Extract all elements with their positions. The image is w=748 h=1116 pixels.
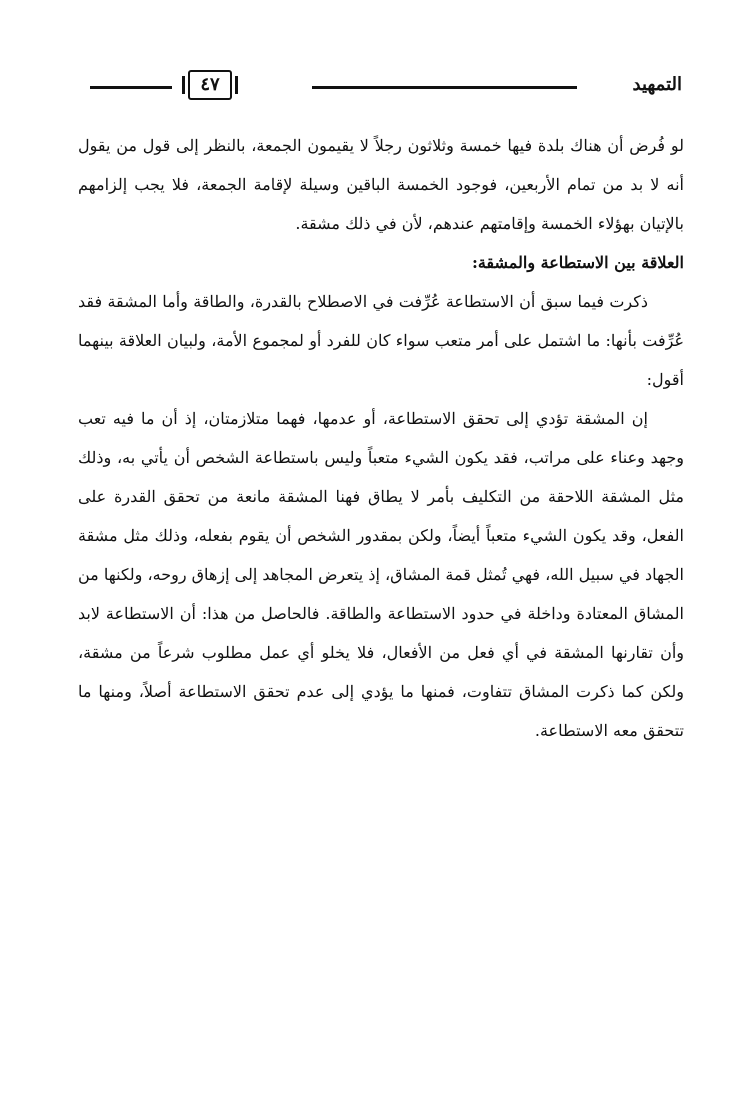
header-rule-left [90, 86, 172, 89]
paragraph-1: لو فُرض أن هناك بلدة فيها خمسة وثلاثون رجلاً لا يقيمون الجمعة، بالنظر إلى قول من يقول أنه لا بد من تمام الأربعين، فوجود الخمسة الباقين وسيلة لإقامة الجمعة، فلا يجب إلزامهم بالإتيان بهؤلاء الخمسة وإقامتهم عندهم، لأن في ذلك مشقة. [78, 136, 684, 233]
paragraph-2: ذكرت فيما سبق أن الاستطاعة عُرِّفت في الاصطلاح بالقدرة، والطاقة وأما المشقة فقد عُرِّفت بأنها: ما اشتمل على أمر متعب سواء كان للفرد أو لمجموع الأمة، ولبيان العلاقة بينهما أقول: [78, 292, 685, 389]
header-rule-right [312, 86, 577, 89]
paragraph-3: إن المشقة تؤدي إلى تحقق الاستطاعة، أو عدمها، فهما متلازمتان، إذ أن ما فيه تعب وجهد وعناء على مراتب، فقد يكون الشيء متعباً وليس باستطاعة الشخص أن يأتي به، وذلك مثل المشقة اللاحقة من التكليف بأمر لا يطاق فهنا المشقة مانعة من تحقق القدرة على الفعل، وقد يكون الشيء متعباً أيضاً، ولكن بمقدور الشخص أن يقوم بفعله، وذلك مثل مشقة الجهاد في سبيل الله، فهي تُمثل قمة المشاق، إذ يتعرض المجاهد إلى إزهاق روحه، ولكنها من المشاق المعتادة وداخلة في حدود الاستطاعة والطاقة. فالحاصل من هذا: أن الاستطاعة لابد وأن تقارنها المشقة في أي فعل من الأفعال، فلا يخلو أي عمل مطلوب شرعاً من مشقة، ولكن كما ذكرت المشاق تتفاوت، فمنها ما يؤدي إلى عدم تحقق الاستطاعة أصلاً، ومنها ما تتحقق معه الاستطاعة. [78, 409, 684, 740]
section-heading: العلاقة بين الاستطاعة والمشقة: [471, 253, 684, 272]
page-number: ٤٧ [188, 70, 232, 100]
chapter-title: التمهيد [632, 74, 682, 95]
page-body [78, 126, 684, 750]
page-header [90, 62, 682, 112]
